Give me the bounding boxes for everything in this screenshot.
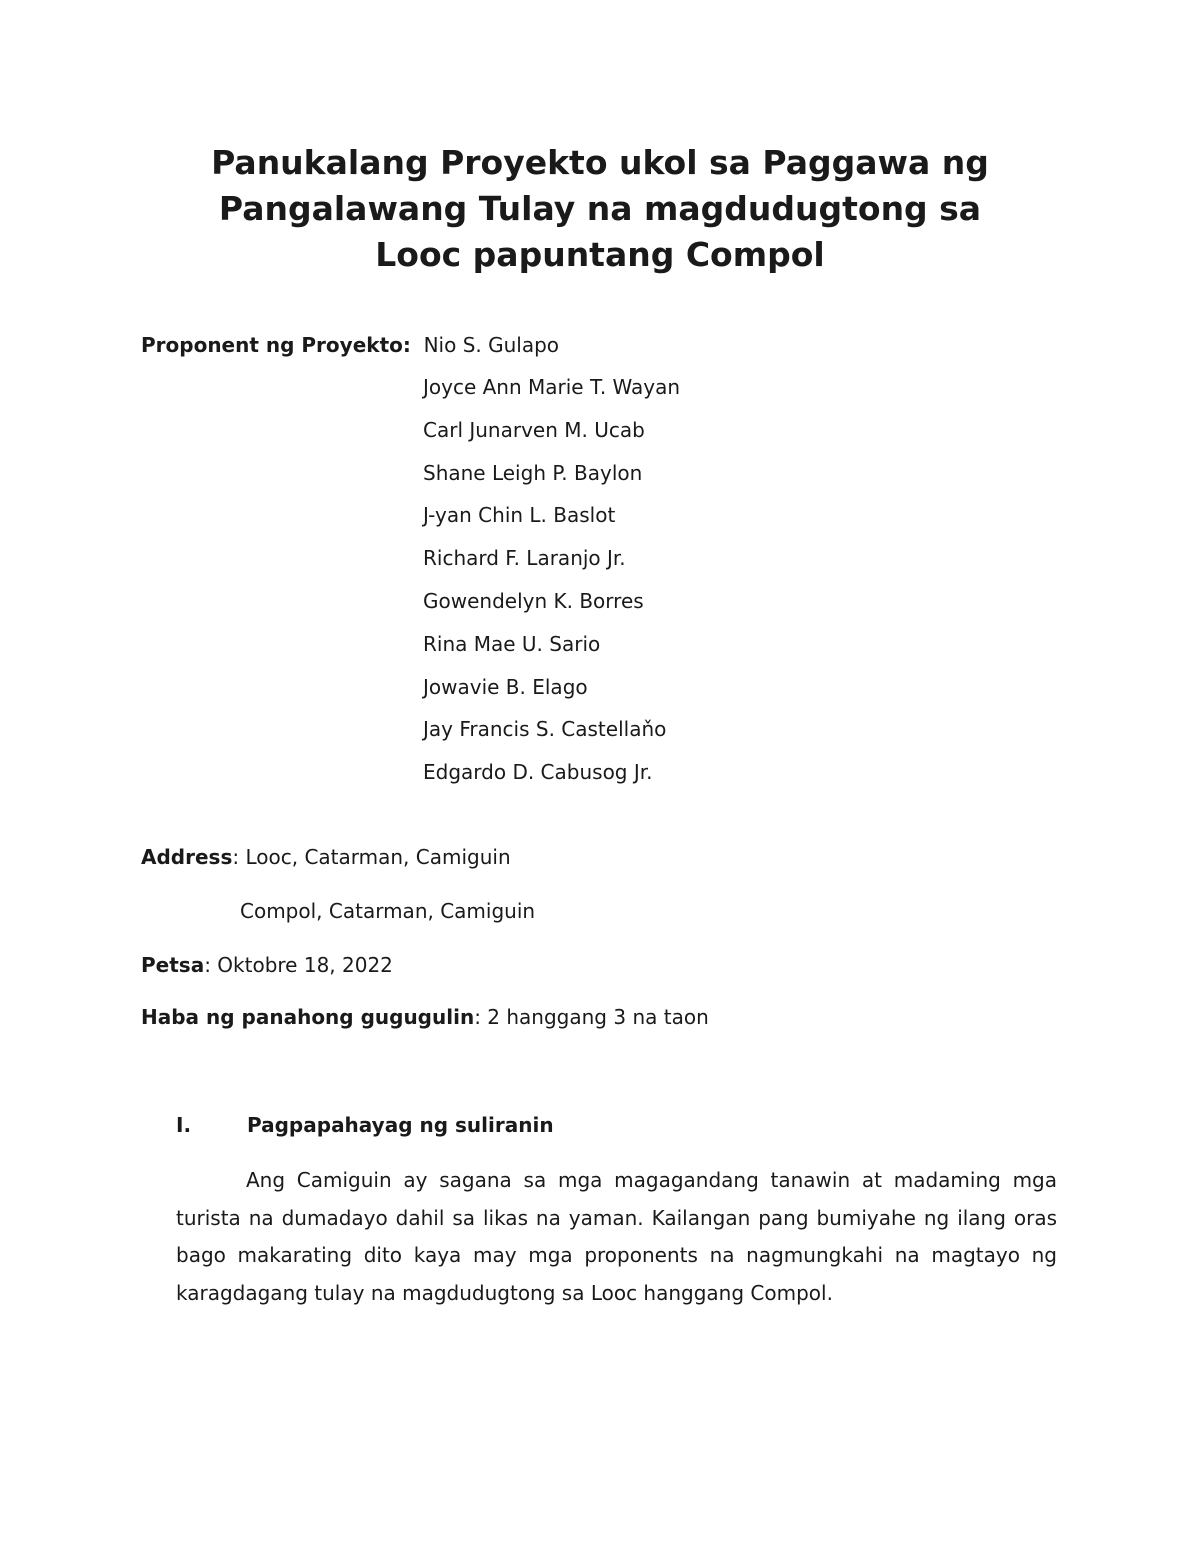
address-line-1: Looc, Catarman, Camiguin bbox=[245, 845, 511, 869]
proponent-name: J-yan Chin L. Baslot bbox=[423, 503, 616, 528]
proponent-name: Jowavie B. Elago bbox=[423, 674, 588, 699]
title-line-2: Pangalawang Tulay na magdudugtong sa bbox=[218, 189, 982, 228]
proponent-field bbox=[141, 331, 559, 359]
proponent-name: Shane Leigh P. Baylon bbox=[423, 460, 643, 485]
section-number: I. bbox=[176, 1113, 192, 1137]
haba-label: Haba ng panahong gugugulin bbox=[141, 1005, 475, 1029]
title-line-3: Looc papuntang Compol bbox=[375, 235, 825, 274]
proponent-name: Rina Mae U. Sario bbox=[423, 631, 601, 656]
section-title: Pagpapahayag ng suliranin bbox=[247, 1113, 554, 1137]
address-field: Address: Looc, Catarman, Camiguin bbox=[141, 845, 511, 869]
haba-value: 2 hanggang 3 na taon bbox=[487, 1005, 709, 1029]
proponent-list bbox=[423, 373, 680, 801]
proponent-name: Gowendelyn K. Borres bbox=[423, 588, 644, 613]
proponent-label: Proponent ng Proyekto: bbox=[141, 333, 411, 357]
petsa-label: Petsa bbox=[141, 953, 205, 977]
address-label: Address bbox=[141, 845, 233, 869]
petsa-value: Oktobre 18, 2022 bbox=[217, 953, 393, 977]
haba-field: Haba ng panahong gugugulin: 2 hanggang 3 na taon bbox=[141, 1005, 709, 1029]
proponent-name: Jay Francis S. Castellaňo bbox=[423, 717, 667, 742]
proponent-name: Carl Junarven M. Ucab bbox=[423, 417, 645, 442]
title-line-1: Panukalang Proyekto ukol sa Paggawa ng bbox=[211, 143, 989, 182]
proponent-first-name: Nio S. Gulapo bbox=[423, 333, 560, 357]
section-paragraph: Ang Camiguin ay sagana sa mga magagandang tanawin at madaming mga turista na dumadayo dahil sa likas na yaman. Kailangan pang bumiyahe ng ilang oras bago makarating dito kaya may mga proponents na nagmungkahi na magtayo ng karagdagang tulay na magdudugtong sa Looc hanggang Compol. bbox=[176, 1168, 1057, 1306]
proponent-name: Joyce Ann Marie T. Wayan bbox=[423, 375, 681, 399]
petsa-field: Petsa: Oktobre 18, 2022 bbox=[141, 953, 393, 977]
document-title bbox=[100, 140, 1100, 278]
proponent-name: Edgardo D. Cabusog Jr. bbox=[423, 760, 653, 785]
address-line-2: Compol, Catarman, Camiguin bbox=[240, 899, 536, 923]
section-heading bbox=[176, 1111, 554, 1139]
proponent-name: Richard F. Laranjo Jr. bbox=[423, 546, 626, 571]
